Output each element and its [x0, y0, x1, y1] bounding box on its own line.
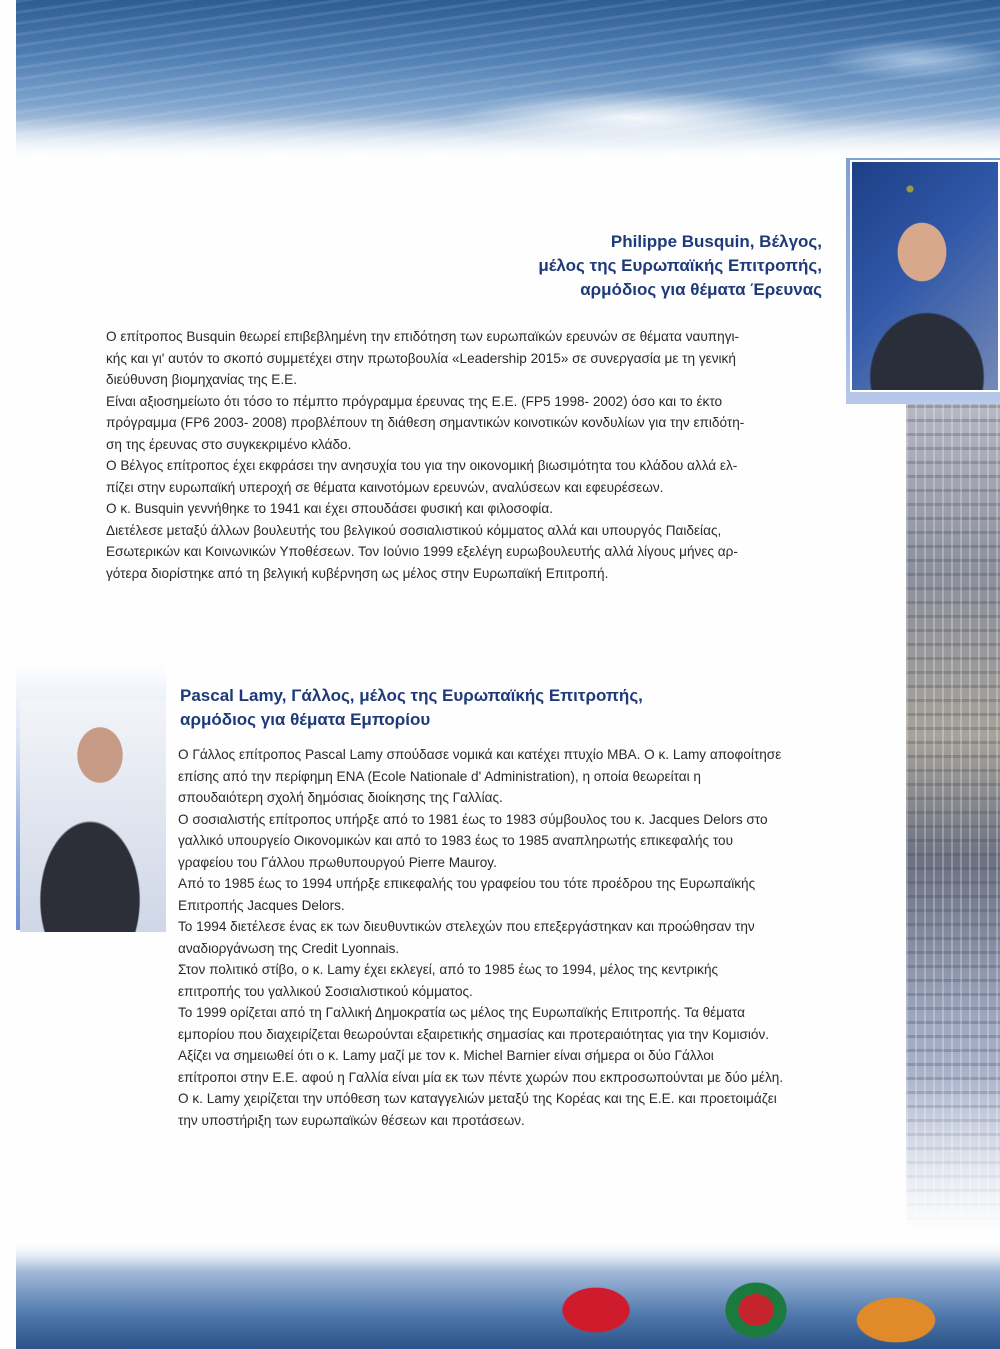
text-line: Από το 1985 έως το 1994 υπήρξε επικεφαλής του γραφείου του τότε προέδρου της Ευρωπαϊκής — [178, 876, 756, 891]
text-line: γραφείου του Γάλλου πρωθυπουργού Pierre Mauroy. — [178, 854, 497, 870]
text-line: την υποστήριξη των ευρωπαϊκών θέσεων και προτάσεων. — [178, 1112, 525, 1128]
text-line: πίζει στην ευρωπαϊκή υπεροχή σε θέματα καινοτόμων ερευνών, αναλύσεων και εφευρέσεων. — [106, 479, 664, 495]
text-line: επίσης από την περίφημη ENA (Ecole Nationale d' Administration), η οποία θεωρείται η — [178, 768, 701, 784]
text-line: επιτροπής του γαλλικού Σοσιαλιστικού κόμματος. — [178, 983, 473, 999]
text-line: Αξίζει να σημειωθεί ότι ο κ. Lamy μαζί με τον κ. Michel Barnier είναι σήμερα οι δύο Γάλλοι — [178, 1048, 714, 1063]
text-line: Το 1999 ορίζεται από τη Γαλλική Δημοκρατία ως μέλος της Ευρωπαϊκής Επιτροπής. Τα θέματα — [178, 1005, 745, 1020]
lamy-heading-line: Pascal Lamy, Γάλλος, μέλος της Ευρωπαϊκής Επιτροπής, — [180, 686, 643, 705]
busquin-heading — [538, 230, 822, 302]
text-line: γότερα διορίστηκε από τη βελγική κυβέρνηση ως μέλος στην Ευρωπαϊκή Επιτροπή. — [106, 565, 609, 581]
text-line: επίτροποι στην Ε.Ε. αφού η Γαλλία είναι μία εκ των πέντε χωρών που εκπροσωπούνται με δύο μέλη. — [178, 1069, 784, 1085]
text-line: Ο κ. Busquin γεννήθηκε το 1941 και έχει σπουδάσει φυσική και φιλοσοφία. — [106, 501, 553, 516]
lamy-portrait-image — [20, 700, 166, 932]
text-line: σπουδαιότερη σχολή δημόσιας διοίκησης της Γαλλίας. — [178, 790, 503, 805]
text-line: διεύθυνση βιομηχανίας της Ε.Ε. — [106, 372, 297, 387]
text-line: Ο Γάλλος επίτροπος Pascal Lamy σπούδασε νομικά και κατέχει πτυχίο MBA. Ο κ. Lamy αποφοίτησε — [178, 747, 782, 762]
text-line: Ο επίτροπος Busquin θεωρεί επιβεβλημένη την επιδότηση των ευρωπαϊκών ερευνών σε θέματα ναυπηγι- — [106, 329, 740, 344]
text-line: Στον πολιτικό στίβο, ο κ. Lamy έχει εκλεγεί, από το 1985 έως το 1994, μέλος της κεντρικής — [178, 962, 719, 977]
lamy-biography — [178, 744, 850, 1131]
busquin-heading-line: αρμόδιος για θέματα Έρευνας — [580, 280, 822, 299]
text-line: Ο Βέλγος επίτροπος έχει εκφράσει την ανησυχία του για την οικονομική βιωσιμότητα του κλάδου αλλά ελ- — [106, 458, 738, 473]
lamy-heading-line: αρμόδιος για θέματα Εμπορίου — [180, 710, 431, 729]
text-line: Διετέλεσε μεταξύ άλλων βουλευτής του βελγικού σοσιαλιστικού κόμματος αλλά και υπουργός Παιδείας, — [106, 522, 722, 538]
text-line: ση της έρευνας στο συγκεκριμένο κλάδο. — [106, 436, 352, 452]
busquin-biography — [106, 326, 818, 584]
flags-banner-image — [16, 1240, 1000, 1349]
city-aerial-image — [906, 404, 1000, 1234]
lamy-heading — [180, 684, 643, 732]
text-line: γαλλικό υπουργείο Οικονομικών και από το 1983 έως το 1985 αναπληρωτής επικεφαλής του — [178, 833, 734, 848]
text-line: Ο κ. Lamy χειρίζεται την υπόθεση των καταγγελιών μεταξύ της Κορέας και της Ε.Ε. και προετοιμάζει — [178, 1091, 777, 1106]
text-line: Το 1994 διετέλεσε ένας εκ των διευθυντικών στελεχών που επεξεργάστηκαν και προώθησαν την — [178, 919, 755, 934]
text-line: Επιτροπής Jacques Delors. — [178, 897, 345, 913]
sea-banner-image — [16, 0, 1000, 158]
text-line: Εσωτερικών και Κοινωνικών Υποθέσεων. Τον Ιούνιο 1999 εξελέγη ευρωβουλευτής αλλά λίγους μήνες αρ- — [106, 544, 738, 559]
text-line: αναδιοργάνωση της Credit Lyonnais. — [178, 940, 400, 956]
text-line: κής και γι' αυτόν το σκοπό συμμετέχει στην πρωτοβουλία «Leadership 2015» σε συνεργασία με τη γενική — [106, 350, 736, 366]
text-line: εμπορίου που διαχειρίζεται θεωρούνται εξαιρετικής σημασίας και προτεραιότητας για την Κομισιόν. — [178, 1026, 770, 1042]
busquin-heading-line: μέλος της Ευρωπαϊκής Επιτροπής, — [538, 256, 822, 275]
text-line: Είναι αξιοσημείωτο ότι τόσο το πέμπτο πρόγραμμα έρευνας της Ε.Ε. (FP5 1998- 2002) όσο και το έκτο — [106, 393, 723, 409]
text-line: Ο σοσιαλιστής επίτροπος υπήρξε από το 1981 έως το 1983 σύμβουλος του κ. Jacques Delors στο — [178, 811, 768, 827]
eu-flag-image — [890, 165, 930, 225]
busquin-heading-line: Philippe Busquin, Βέλγος, — [610, 232, 822, 251]
text-line: πρόγραμμα (FP6 2003- 2008) προβλέπουν τη διάθεση σημαντικών κοινοτικών κονδυλίων για την επιδότη- — [106, 415, 745, 430]
